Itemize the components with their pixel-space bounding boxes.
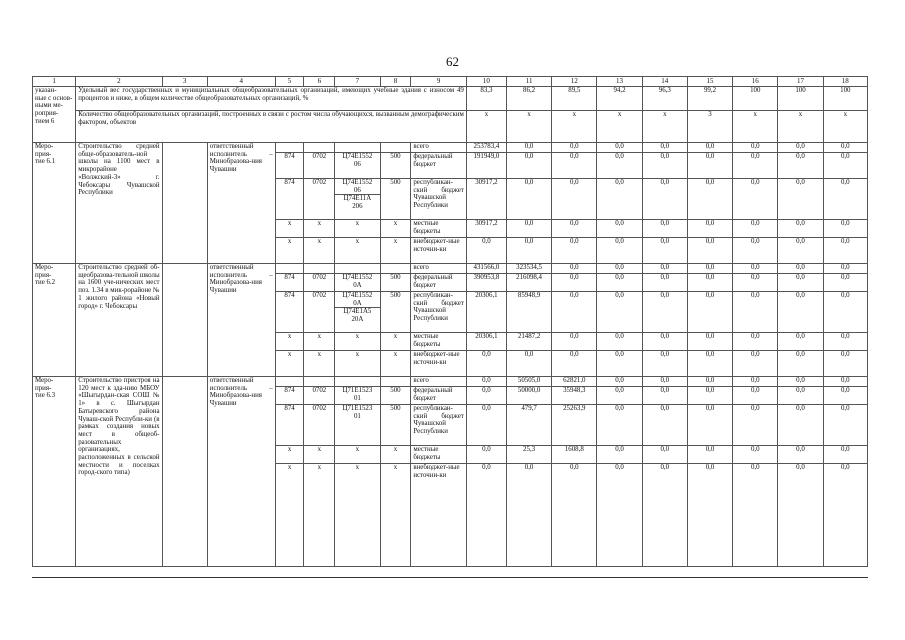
amount-value: 0,0	[733, 153, 778, 179]
amount-value: 30917,2	[466, 179, 506, 220]
measure-id: Меро- прия- тие 6.1	[33, 143, 76, 264]
amount-value: 0,0	[778, 143, 823, 153]
funding-source: внебюджет-ные источни-ки	[411, 464, 467, 567]
column-number: 2	[76, 77, 162, 87]
amount-value: 0,0	[733, 351, 778, 377]
amount-value: 0,0	[642, 292, 687, 333]
amount-value: 0,0	[823, 333, 867, 351]
indicator-value: 100	[778, 87, 823, 111]
amount-value: 0,0	[466, 351, 506, 377]
code-target-article	[335, 179, 380, 220]
code-expense-type: 500	[380, 405, 411, 446]
code-section: 0702	[304, 274, 335, 292]
amount-value: 0,0	[778, 377, 823, 387]
code-grbs: 874	[275, 179, 304, 220]
amount-value: 1608,8	[552, 446, 597, 464]
indicator-value: x	[642, 111, 687, 143]
code-section: x	[304, 238, 335, 264]
funding-source: внебюджет-ные источни-ки	[411, 351, 467, 377]
amount-value: 25,3	[506, 446, 551, 464]
measure-id: Меро- прия- тие 6.3	[33, 377, 76, 567]
amount-value: 0,0	[506, 464, 551, 567]
amount-value: 0,0	[466, 464, 506, 567]
amount-value: 0,0	[552, 179, 597, 220]
amount-value: 0,0	[597, 464, 642, 567]
amount-value: 0,0	[642, 274, 687, 292]
amount-value: 0,0	[506, 220, 551, 238]
amount-value: 0,0	[597, 143, 642, 153]
amount-value: 0,0	[687, 377, 732, 387]
funding-source: всего	[411, 143, 467, 153]
code-target-article-2: Ц74Е11А 206	[343, 195, 372, 211]
code-grbs	[275, 377, 304, 387]
indicator-value: x	[778, 111, 823, 143]
amount-value: 0,0	[597, 264, 642, 274]
column-number: 4	[207, 77, 275, 87]
code-target-article: x	[335, 238, 380, 264]
amount-value: 0,0	[778, 274, 823, 292]
column-number: 7	[335, 77, 380, 87]
amount-value: 479,7	[506, 405, 551, 446]
funding-source: всего	[411, 377, 467, 387]
amount-value: 0,0	[642, 264, 687, 274]
column-number: 15	[687, 77, 732, 87]
measure-executor: ответственный исполнитель – Минобразова-ния Чувашии	[207, 377, 275, 567]
table-bottom-rule	[32, 577, 868, 578]
code-grbs: 874	[275, 292, 304, 333]
code-section	[304, 264, 335, 274]
program-table	[32, 76, 868, 567]
code-target-article	[335, 292, 380, 333]
amount-value: 0,0	[466, 377, 506, 387]
code-target-article: Ц74Е1552 06	[335, 153, 380, 179]
amount-value: 0,0	[823, 464, 867, 567]
amount-value: 0,0	[733, 377, 778, 387]
indicator-value: 89,5	[552, 87, 597, 111]
amount-value: 0,0	[642, 153, 687, 179]
amount-value: 0,0	[823, 143, 867, 153]
amount-value: 0,0	[823, 292, 867, 333]
amount-value: 0,0	[733, 405, 778, 446]
funding-source: внебюджет-ные источни-ки	[411, 238, 467, 264]
code-expense-type	[380, 143, 411, 153]
column-number: 13	[597, 77, 642, 87]
amount-value: 0,0	[642, 333, 687, 351]
column-number: 11	[506, 77, 551, 87]
amount-value: 0,0	[778, 153, 823, 179]
code-grbs: x	[275, 333, 304, 351]
amount-value: 50505,0	[506, 377, 551, 387]
code-expense-type: x	[380, 220, 411, 238]
code-grbs: 874	[275, 274, 304, 292]
indicator-value: 96,3	[642, 87, 687, 111]
amount-value: 21487,2	[506, 333, 551, 351]
code-section: x	[304, 351, 335, 377]
column-number: 14	[642, 77, 687, 87]
amount-value: 0,0	[642, 377, 687, 387]
amount-value: 0,0	[778, 220, 823, 238]
amount-value: 0,0	[506, 179, 551, 220]
column-number: 17	[778, 77, 823, 87]
amount-value: 0,0	[687, 464, 732, 567]
funding-source: федеральный бюджет	[411, 153, 467, 179]
indicator-value: x	[597, 111, 642, 143]
amount-value: 323534,5	[506, 264, 551, 274]
measure-executor: ответственный исполнитель – Минобразова-ния Чувашии	[207, 264, 275, 377]
funding-source: местные бюджеты	[411, 333, 467, 351]
code-target-article-1: Ц74Е1552 06	[335, 179, 379, 195]
column-number: 1	[33, 77, 76, 87]
code-section: 0702	[304, 153, 335, 179]
code-section	[304, 377, 335, 387]
amount-value: 0,0	[687, 238, 732, 264]
column-number: 6	[304, 77, 335, 87]
funding-row	[33, 143, 868, 153]
amount-value: 30917,2	[466, 220, 506, 238]
amount-value: 0,0	[823, 220, 867, 238]
amount-value: 0,0	[642, 179, 687, 220]
amount-value: 0,0	[687, 274, 732, 292]
amount-value: 0,0	[778, 351, 823, 377]
amount-value: 0,0	[597, 153, 642, 179]
indicator-label: указан- ные с основ- ными ме- роприя- тием 6	[33, 87, 76, 143]
amount-value: 191949,0	[466, 153, 506, 179]
amount-value: 431566,0	[466, 264, 506, 274]
indicator-value: 86,2	[506, 87, 551, 111]
code-section: 0702	[304, 292, 335, 333]
code-target-article-2: Ц74Е1А5 20А	[343, 308, 372, 324]
amount-value: 0,0	[778, 292, 823, 333]
code-expense-type: 500	[380, 274, 411, 292]
code-grbs: x	[275, 238, 304, 264]
amount-value: 0,0	[823, 264, 867, 274]
indicator-value: x	[823, 111, 867, 143]
column-number: 10	[466, 77, 506, 87]
amount-value: 0,0	[552, 264, 597, 274]
amount-value: 0,0	[552, 464, 597, 567]
amount-value: 0,0	[597, 446, 642, 464]
amount-value: 0,0	[778, 464, 823, 567]
amount-value: 0,0	[642, 220, 687, 238]
amount-value: 0,0	[642, 405, 687, 446]
amount-value: 0,0	[466, 387, 506, 405]
code-expense-type: x	[380, 333, 411, 351]
amount-value: 0,0	[552, 351, 597, 377]
amount-value: 0,0	[597, 238, 642, 264]
amount-value: 0,0	[597, 405, 642, 446]
funding-source: всего	[411, 264, 467, 274]
funding-source: федеральный бюджет	[411, 387, 467, 405]
indicator-value: x	[466, 111, 506, 143]
amount-value: 0,0	[823, 377, 867, 387]
code-target-article: x	[335, 220, 380, 238]
amount-value: 0,0	[642, 387, 687, 405]
amount-value: 0,0	[642, 351, 687, 377]
amount-value: 0,0	[597, 377, 642, 387]
column-number: 18	[823, 77, 867, 87]
code-target-article: x	[335, 446, 380, 464]
code-section: 0702	[304, 179, 335, 220]
amount-value: 0,0	[733, 464, 778, 567]
indicator-text: Удельный вес государственных и муниципальных общеобразовательных организаций, имеющих учебные здания с износом 49 процентов и ниже, в общем количестве общеобразовательных организаций, %	[76, 87, 467, 111]
code-grbs: x	[275, 464, 304, 567]
funding-source: республикан-ский бюджет Чувашской Республики	[411, 179, 467, 220]
amount-value: 0,0	[552, 292, 597, 333]
amount-value: 20306,1	[466, 333, 506, 351]
amount-value: 0,0	[778, 333, 823, 351]
code-grbs: x	[275, 220, 304, 238]
amount-value: 0,0	[687, 220, 732, 238]
code-section: x	[304, 464, 335, 567]
header-row	[33, 77, 868, 87]
code-target-article: Ц74Е1552 0А	[335, 274, 380, 292]
amount-value: 0,0	[687, 351, 732, 377]
amount-value: 0,0	[552, 238, 597, 264]
code-target-article	[335, 264, 380, 274]
code-section: x	[304, 333, 335, 351]
funding-source: федеральный бюджет	[411, 274, 467, 292]
amount-value: 0,0	[642, 143, 687, 153]
indicator-value: 99,2	[687, 87, 732, 111]
amount-value: 0,0	[733, 333, 778, 351]
amount-value: 35948,3	[552, 387, 597, 405]
indicator-row	[33, 111, 868, 143]
amount-value: 0,0	[823, 179, 867, 220]
amount-value: 0,0	[778, 405, 823, 446]
amount-value: 0,0	[733, 179, 778, 220]
code-section: 0702	[304, 405, 335, 446]
column-number: 12	[552, 77, 597, 87]
amount-value: 390953,8	[466, 274, 506, 292]
amount-value: 85948,9	[506, 292, 551, 333]
amount-value: 0,0	[552, 220, 597, 238]
code-expense-type: x	[380, 351, 411, 377]
page-number: 62	[446, 54, 459, 69]
amount-value: 20306,1	[466, 292, 506, 333]
code-target-article	[335, 143, 380, 153]
amount-value: 0,0	[687, 179, 732, 220]
amount-value: 0,0	[642, 238, 687, 264]
funding-source: республикан-ский бюджет Чувашской Республики	[411, 292, 467, 333]
amount-value: 0,0	[687, 387, 732, 405]
amount-value: 0,0	[506, 238, 551, 264]
amount-value: 0,0	[597, 179, 642, 220]
empty-cell	[162, 377, 207, 567]
amount-value: 0,0	[687, 446, 732, 464]
funding-row	[33, 377, 868, 387]
measure-name: Строительство пристроя на 120 мест к зда-нию МБОУ «Шыгырдан-ская СОШ № 1» в с. Шыгырдан Батыревского района Чуваш-ской Республи-ки (в рамках создания новых мест в общеоб-разовательных организациях, расположенных в сельской местности и поселках город-ского типа)	[76, 377, 162, 567]
amount-value: 253783,4	[466, 143, 506, 153]
amount-value: 0,0	[642, 446, 687, 464]
empty-cell	[162, 264, 207, 377]
column-number: 16	[733, 77, 778, 87]
amount-value: 0,0	[778, 238, 823, 264]
amount-value: 0,0	[733, 143, 778, 153]
column-number: 5	[275, 77, 304, 87]
amount-value: 0,0	[506, 143, 551, 153]
amount-value: 0,0	[597, 351, 642, 377]
funding-source: республикан-ский бюджет Чувашской Республики	[411, 405, 467, 446]
amount-value: 0,0	[733, 292, 778, 333]
amount-value: 0,0	[778, 179, 823, 220]
amount-value: 0,0	[597, 292, 642, 333]
amount-value: 0,0	[687, 333, 732, 351]
amount-value: 0,0	[733, 220, 778, 238]
amount-value: 0,0	[466, 238, 506, 264]
amount-value: 0,0	[823, 405, 867, 446]
amount-value: 0,0	[552, 274, 597, 292]
code-grbs	[275, 143, 304, 153]
column-number: 9	[411, 77, 467, 87]
amount-value: 0,0	[823, 446, 867, 464]
amount-value: 0,0	[823, 387, 867, 405]
empty-cell	[162, 143, 207, 264]
code-expense-type	[380, 264, 411, 274]
amount-value: 0,0	[687, 143, 732, 153]
code-expense-type: 500	[380, 292, 411, 333]
amount-value: 0,0	[506, 153, 551, 179]
amount-value: 0,0	[466, 446, 506, 464]
code-target-article	[335, 377, 380, 387]
code-section: x	[304, 446, 335, 464]
code-expense-type	[380, 377, 411, 387]
column-number: 8	[380, 77, 411, 87]
amount-value: 0,0	[823, 153, 867, 179]
measure-name: Строительство средней обще-образователь-ной школы на 1100 мест в микрорайоне «Волжский-3» г. Чебоксары Чувашской Республики	[76, 143, 162, 264]
amount-value: 0,0	[597, 333, 642, 351]
indicator-value: 100	[823, 87, 867, 111]
code-expense-type: 500	[380, 387, 411, 405]
indicator-row	[33, 87, 868, 111]
amount-value: 0,0	[823, 238, 867, 264]
code-section: 0702	[304, 387, 335, 405]
indicator-value: 94,2	[597, 87, 642, 111]
indicator-value: 3	[687, 111, 732, 143]
code-expense-type: x	[380, 238, 411, 264]
code-target-article: x	[335, 464, 380, 567]
funding-source: местные бюджеты	[411, 220, 467, 238]
amount-value: 0,0	[597, 274, 642, 292]
indicator-value: x	[506, 111, 551, 143]
amount-value: 0,0	[687, 292, 732, 333]
amount-value: 216098,4	[506, 274, 551, 292]
code-target-article: x	[335, 333, 380, 351]
code-grbs: 874	[275, 387, 304, 405]
amount-value: 0,0	[823, 274, 867, 292]
code-target-article-1: Ц74Е1552 0А	[335, 292, 379, 308]
amount-value: 0,0	[687, 153, 732, 179]
code-grbs: x	[275, 446, 304, 464]
amount-value: 0,0	[506, 351, 551, 377]
code-expense-type: x	[380, 464, 411, 567]
amount-value: 0,0	[552, 333, 597, 351]
amount-value: 0,0	[733, 238, 778, 264]
code-grbs: 874	[275, 153, 304, 179]
amount-value: 0,0	[823, 351, 867, 377]
amount-value: 25263,9	[552, 405, 597, 446]
indicator-value: 83,3	[466, 87, 506, 111]
funding-row	[33, 264, 868, 274]
code-grbs: x	[275, 351, 304, 377]
amount-value: 0,0	[687, 264, 732, 274]
code-target-article: Ц71Е1523 01	[335, 405, 380, 446]
code-grbs	[275, 264, 304, 274]
amount-value: 0,0	[466, 405, 506, 446]
amount-value: 0,0	[778, 446, 823, 464]
amount-value: 0,0	[597, 220, 642, 238]
amount-value: 0,0	[642, 464, 687, 567]
indicator-value: x	[733, 111, 778, 143]
code-section: x	[304, 220, 335, 238]
indicator-text: Количество общеобразовательных организаций, построенных в связи с ростом числа обучающихся, вызванным демографическим фактором, объектов	[76, 111, 467, 143]
amount-value: 0,0	[733, 274, 778, 292]
amount-value: 0,0	[687, 405, 732, 446]
amount-value: 0,0	[778, 264, 823, 274]
amount-value: 0,0	[778, 387, 823, 405]
code-grbs: 874	[275, 405, 304, 446]
column-number: 3	[162, 77, 207, 87]
measure-executor: ответственный исполнитель – Минобразова-ния Чувашии	[207, 143, 275, 264]
amount-value: 0,0	[552, 153, 597, 179]
amount-value: 0,0	[552, 143, 597, 153]
measure-id: Меро- прия- тие 6.2	[33, 264, 76, 377]
amount-value: 0,0	[733, 387, 778, 405]
code-expense-type: 500	[380, 153, 411, 179]
amount-value: 0,0	[733, 446, 778, 464]
code-section	[304, 143, 335, 153]
funding-source: местные бюджеты	[411, 446, 467, 464]
amount-value: 0,0	[733, 264, 778, 274]
amount-value: 50000,0	[506, 387, 551, 405]
code-expense-type: 500	[380, 179, 411, 220]
indicator-value: 100	[733, 87, 778, 111]
code-target-article: Ц71Е1523 01	[335, 387, 380, 405]
amount-value: 0,0	[597, 387, 642, 405]
code-target-article: x	[335, 351, 380, 377]
amount-value: 62821,0	[552, 377, 597, 387]
indicator-value: x	[552, 111, 597, 143]
measure-name: Строительство средней об-щеобразова-тельной школы на 1600 уче-нических мест поз. 1.34 в мик-рорайоне № 1 жилого района «Новый город» г. Чебоксары	[76, 264, 162, 377]
code-expense-type: x	[380, 446, 411, 464]
